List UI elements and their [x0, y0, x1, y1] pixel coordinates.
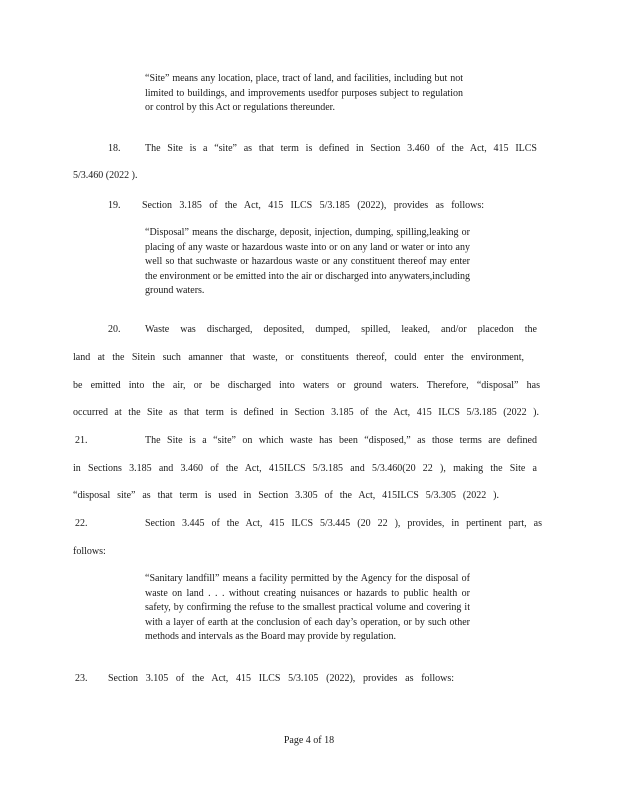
paragraph-number-23: 23. [75, 673, 88, 684]
quote-site-definition: “Site” means any location, place, tract of land, and facilities, including but not limited to buildings, and improvements usedfor purposes subject to regulation or control by this Act or regulations thereunder. [145, 73, 463, 113]
paragraph-20-line-2: land at the Sitein such amanner that waste, or constituents thereof, could enter the environment, [73, 352, 524, 363]
quote-disposal-definition: “Disposal” means the discharge, deposit, injection, dumping, spilling,leaking or placing of any waste or hazardous waste into or on any land or water or into any well so that suchwaste or hazardous waste or any constituent thereof may enter the environment or be emitted into the air or discharged into anywaters,including ground waters. [145, 227, 470, 296]
paragraph-18-line-2: 5/3.460 (2022 ). [73, 170, 138, 181]
paragraph-22-line-1: Section 3.445 of the Act, 415 ILCS 5/3.445 (20 22 ), provides, in pertinent part, as [145, 518, 542, 529]
paragraph-18-line-1: The Site is a “site” as that term is defined in Section 3.460 of the Act, 415 ILCS [145, 143, 537, 154]
page-number-footer: Page 4 of 18 [283, 735, 335, 746]
paragraph-22-line-2: follows: [73, 546, 106, 557]
paragraph-number-18: 18. [108, 143, 121, 154]
paragraph-23-line-1: Section 3.105 of the Act, 415 ILCS 5/3.105 (2022), provides as follows: [108, 673, 454, 684]
paragraph-number-21: 21. [75, 435, 88, 446]
paragraph-number-22: 22. [75, 518, 88, 529]
paragraph-21-line-1: The Site is a “site” on which waste has been “disposed,” as those terms are defined [145, 435, 537, 446]
paragraph-number-19: 19. [108, 200, 121, 211]
paragraph-20-line-4: occurred at the Site as that term is defined in Section 3.185 of the Act, 415 ILCS 5/3.185 (2022 ). [73, 407, 539, 418]
paragraph-number-20: 20. [108, 324, 121, 335]
paragraph-21-line-2: in Sections 3.185 and 3.460 of the Act, 415ILCS 5/3.185 and 5/3.460(20 22 ), making the Site a [73, 463, 537, 474]
quote-sanitary-landfill-definition: “Sanitary landfill” means a facility permitted by the Agency for the disposal of waste on land . . . without creating nuisances or hazards to public health or safety, by confirming the refuse to the smallest practical volume and covering it with a layer of earth at the conclusion of each day’s operation, or by such other methods and intervals as the Board may provide by regulation. [145, 573, 470, 642]
paragraph-20-line-3: be emitted into the air, or be discharged into waters or ground waters. Therefore, “disposal” has [73, 380, 540, 391]
paragraph-20-line-1: Waste was discharged, deposited, dumped, spilled, leaked, and/or placedon the [145, 324, 537, 335]
paragraph-21-line-3: “disposal site” as that term is used in Section 3.305 of the Act, 415ILCS 5/3.305 (2022 ). [73, 490, 499, 501]
paragraph-19-line-1: Section 3.185 of the Act, 415 ILCS 5/3.185 (2022), provides as follows: [142, 200, 484, 211]
